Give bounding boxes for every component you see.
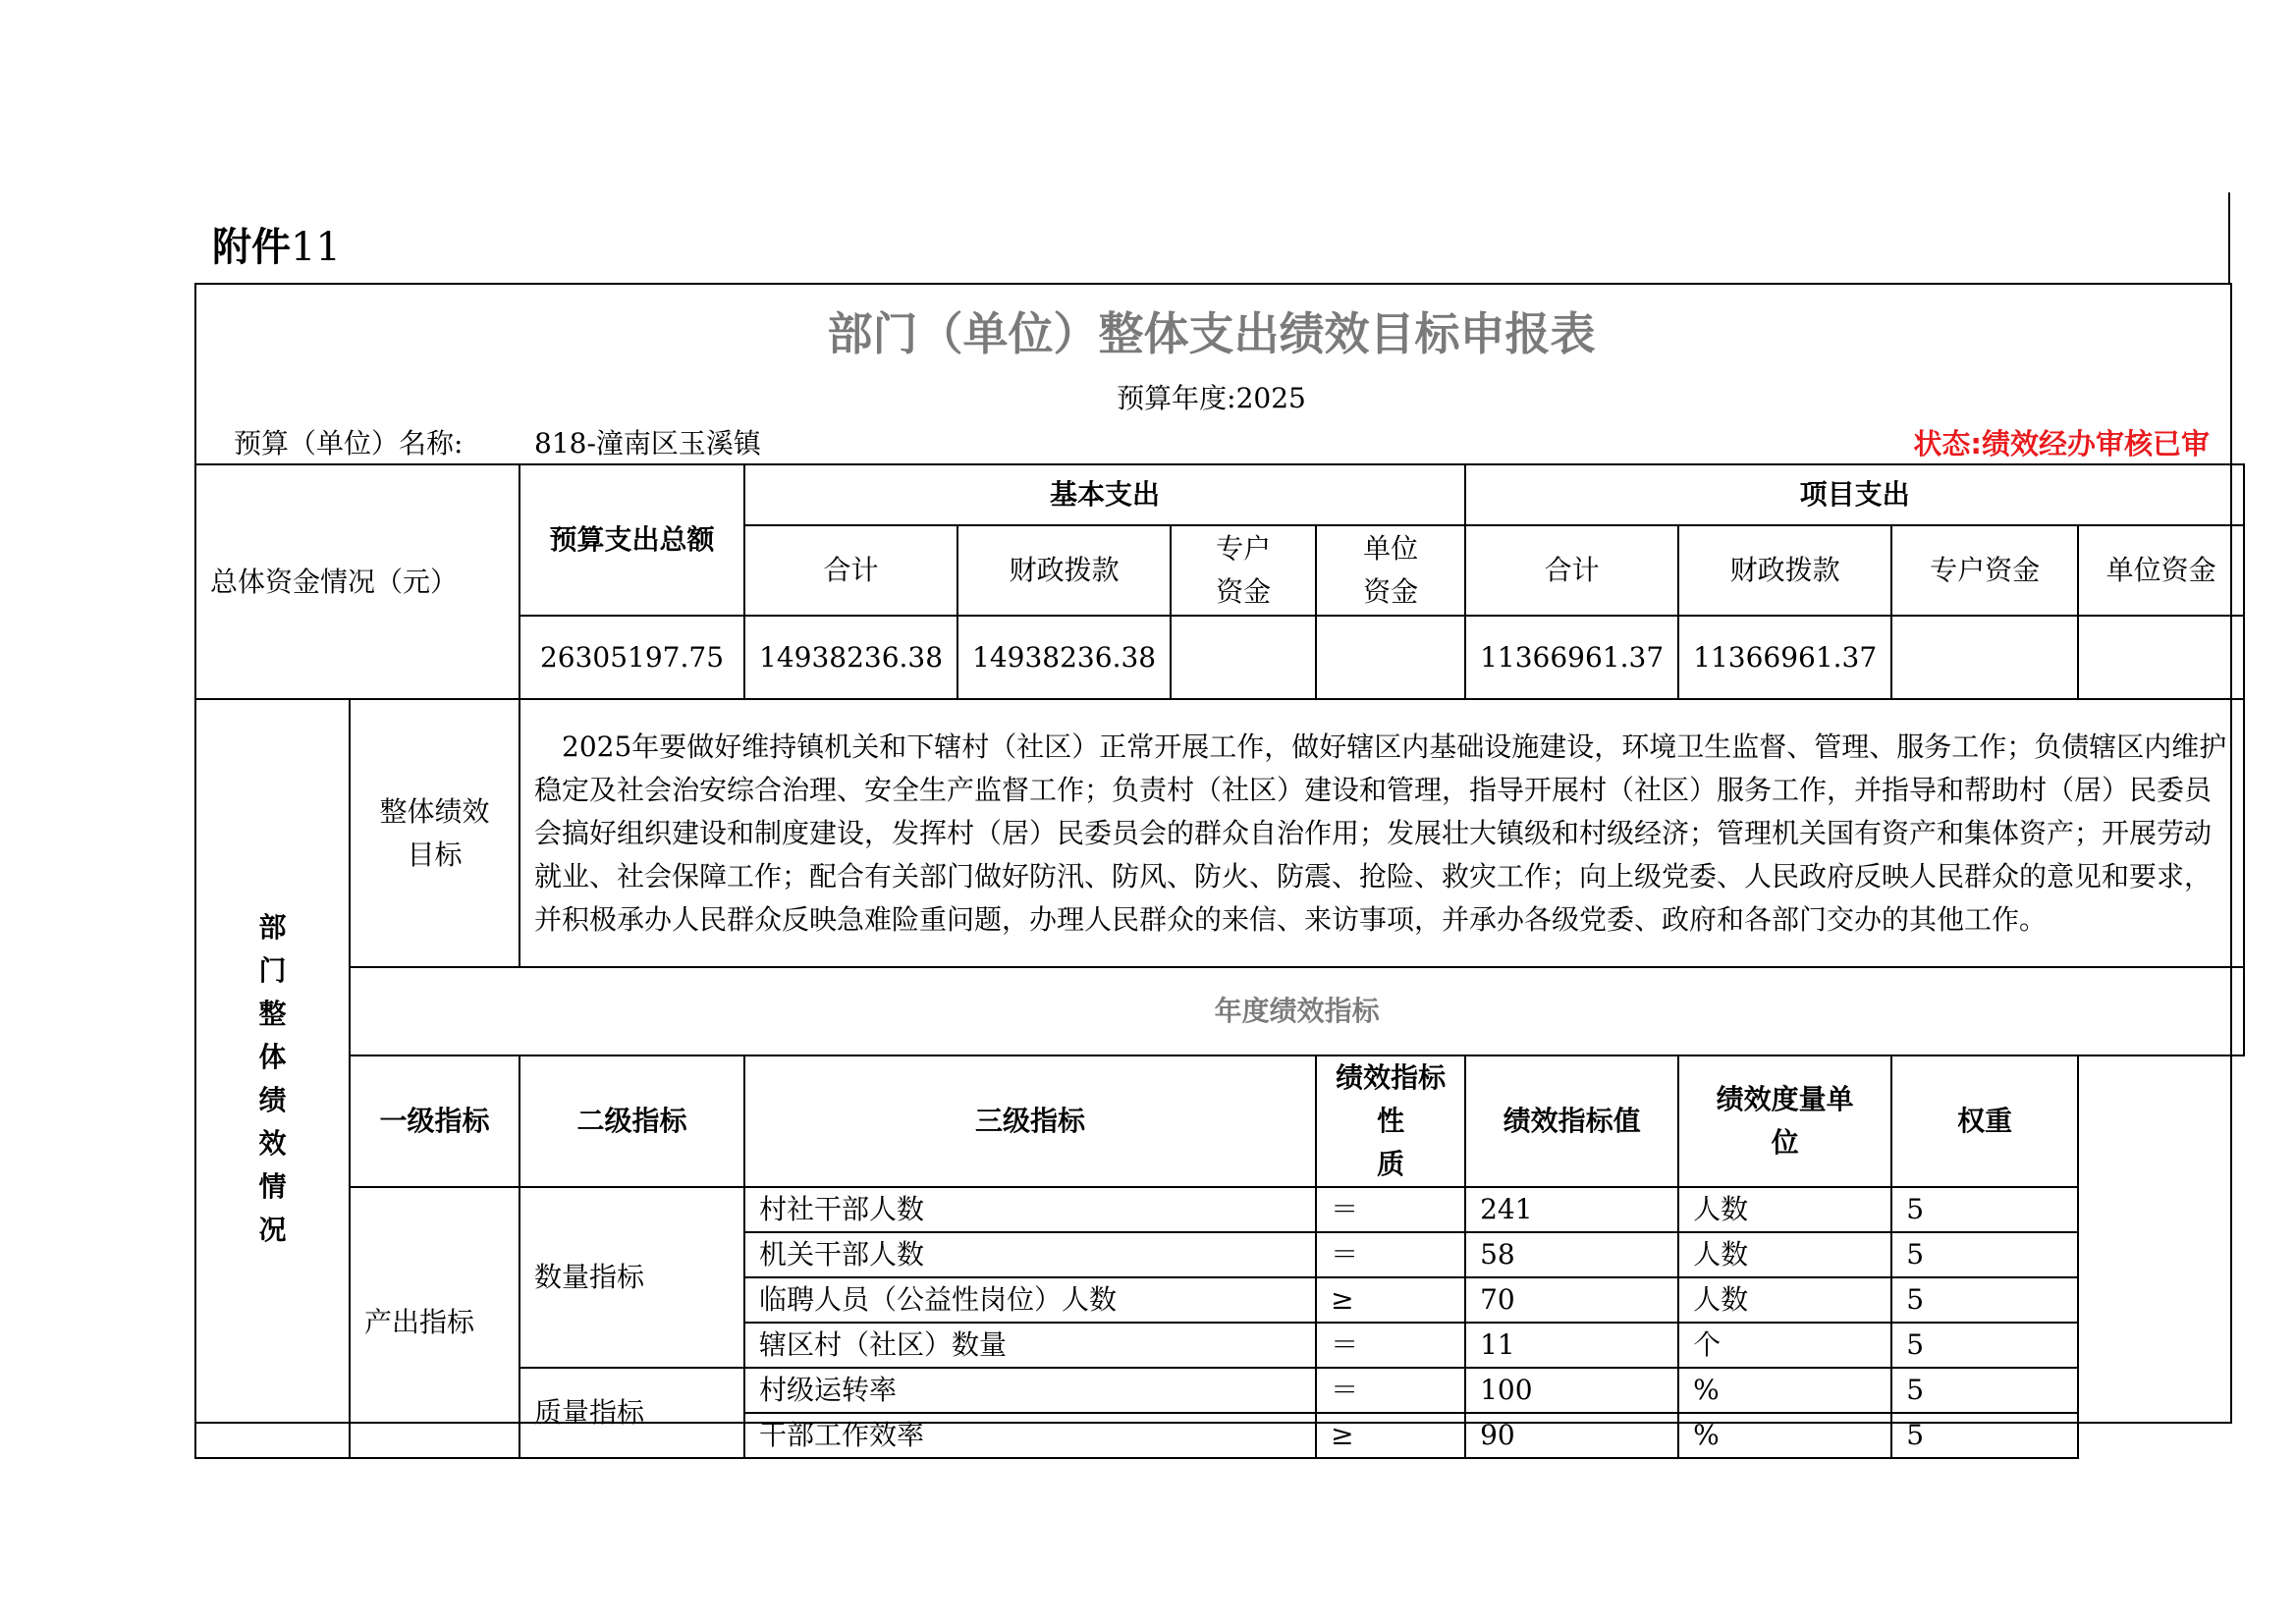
- project-special-header: 专户资金: [1891, 525, 2078, 616]
- total-budget-header: 预算支出总额: [519, 464, 744, 616]
- indicator-value: 58: [1465, 1232, 1678, 1277]
- basic-unit-header-line2: 资金: [1363, 575, 1419, 608]
- level3-header: 三级指标: [744, 1055, 1316, 1187]
- indicator-nature: ≥: [1316, 1277, 1465, 1323]
- indicator-value: 100: [1465, 1368, 1678, 1413]
- level1-output: 产出指标: [350, 1187, 519, 1458]
- project-unit-header: 单位资金: [2078, 525, 2244, 616]
- measure-unit-header: [1678, 1055, 1891, 1187]
- basic-unit-value: [1316, 616, 1465, 699]
- indicator-name: 机关干部人数: [744, 1232, 1316, 1277]
- level2-quality: 质量指标: [519, 1368, 744, 1458]
- unit-name-label: 预算（单位）名称:: [234, 427, 464, 460]
- basic-total-header: 合计: [744, 525, 957, 616]
- vertical-char: 整: [258, 997, 287, 1030]
- indicator-weight: 5: [1891, 1232, 2078, 1277]
- indicator-unit: %: [1678, 1413, 1891, 1458]
- indicator-value: 70: [1465, 1277, 1678, 1323]
- indicator-weight: 5: [1891, 1277, 2078, 1323]
- basic-fiscal-header: 财政拨款: [957, 525, 1171, 616]
- indicator-nature: ＝: [1316, 1323, 1465, 1368]
- vertical-char: 情: [258, 1169, 287, 1203]
- attachment-number: 11: [291, 225, 341, 270]
- basic-expense-header: 基本支出: [744, 464, 1465, 525]
- indicator-name: 辖区村（社区）数量: [744, 1323, 1316, 1368]
- indicator-nature: ≥: [1316, 1413, 1465, 1458]
- project-special-value: [1891, 616, 2078, 699]
- funds-section-label: 总体资金情况（元）: [195, 464, 519, 699]
- indicator-unit: 个: [1678, 1323, 1891, 1368]
- project-fiscal-value: 11366961.37: [1678, 616, 1891, 699]
- overall-goal-label-line2: 目标: [407, 838, 463, 871]
- attachment-word: 附件: [212, 225, 291, 270]
- indicator-unit: 人数: [1678, 1187, 1891, 1232]
- level2-quantity: 数量指标: [519, 1187, 744, 1368]
- vertical-char: 门: [258, 953, 287, 987]
- vertical-char: 绩: [258, 1083, 287, 1116]
- total-budget-value: 26305197.75: [519, 616, 744, 699]
- basic-total-value: 14938236.38: [744, 616, 957, 699]
- indicator-nature: ＝: [1316, 1232, 1465, 1277]
- level2-header: 二级指标: [519, 1055, 744, 1187]
- project-total-value: 11366961.37: [1465, 616, 1678, 699]
- indicator-name: 村社干部人数: [744, 1187, 1316, 1232]
- indicator-weight: 5: [1891, 1323, 2078, 1368]
- project-expense-header: 项目支出: [1465, 464, 2244, 525]
- vertical-char: 部: [258, 910, 287, 944]
- indicator-name: 村级运转率: [744, 1368, 1316, 1413]
- overall-goal-label-line1: 整体绩效: [379, 794, 490, 828]
- performance-table: [194, 463, 2245, 1459]
- overall-goal-label: [350, 699, 519, 967]
- indicator-nature: ＝: [1316, 1187, 1465, 1232]
- basic-fiscal-value: 14938236.38: [957, 616, 1171, 699]
- nature-header: [1316, 1055, 1465, 1187]
- status-badge: 状态:绩效经办审核已审: [1913, 427, 2210, 460]
- unit-name-value: 818-潼南区玉溪镇: [534, 427, 761, 460]
- indicator-unit: %: [1678, 1368, 1891, 1413]
- measure-unit-header-line1: 绩效度量单: [1716, 1083, 1854, 1115]
- section-vertical-label: [195, 699, 350, 1458]
- basic-unit-header: [1316, 525, 1465, 616]
- basic-special-header: [1171, 525, 1316, 616]
- overall-goal-text: 2025年要做好维持镇机关和下辖村（社区）正常开展工作，做好辖区内基础设施建设，环境卫生监督、管理、服务工作；负债辖区内维护稳定及社会治安综合治理、安全生产监督工作；负责村（社区）建设和管理，指导开展村（社区）服务工作，并指导和帮助村（居）民委员会搞好组织建设和制度建设，发挥村（居）民委员会的群众自治作用；发展壮大镇级和村级经济；管理机关国有资产和集体资产；开展劳动就业、社会保障工作；配合有关部门做好防汛、防风、防火、防震、抢险、救灾工作；向上级党委、人民政府反映人民群众的意见和要求，并积极承办人民群众反映急难险重问题，办理人民群众的来信、来访事项，并承办各级党委、政府和各部门交办的其他工作。: [519, 699, 2244, 967]
- indicator-weight: 5: [1891, 1368, 2078, 1413]
- value-header: 绩效指标值: [1465, 1055, 1678, 1187]
- basic-special-header-line2: 资金: [1216, 575, 1272, 608]
- indicator-unit: 人数: [1678, 1232, 1891, 1277]
- indicator-value: 90: [1465, 1413, 1678, 1458]
- basic-special-value: [1171, 616, 1316, 699]
- nature-header-line1: 绩效指标性: [1336, 1061, 1447, 1137]
- project-unit-value: [2078, 616, 2244, 699]
- basic-special-header-line1: 专户: [1216, 532, 1272, 565]
- indicator-name: 干部工作效率: [744, 1413, 1316, 1458]
- indicator-value: 11: [1465, 1323, 1678, 1368]
- indicator-value: 241: [1465, 1187, 1678, 1232]
- indicator-weight: 5: [1891, 1187, 2078, 1232]
- basic-unit-header-line1: 单位: [1363, 532, 1419, 565]
- project-fiscal-header: 财政拨款: [1678, 525, 1891, 616]
- indicator-nature: ＝: [1316, 1368, 1465, 1413]
- nature-header-line2: 质: [1377, 1148, 1405, 1180]
- vertical-char: 体: [258, 1040, 287, 1073]
- measure-unit-header-line2: 位: [1771, 1126, 1799, 1159]
- page-title: 部门（单位）整体支出绩效目标申报表: [827, 307, 1596, 360]
- indicator-name: 临聘人员（公益性岗位）人数: [744, 1277, 1316, 1323]
- weight-header: 权重: [1891, 1055, 2078, 1187]
- budget-year: 预算年度:2025: [1117, 382, 1306, 414]
- project-total-header: 合计: [1465, 525, 1678, 616]
- right-edge-line: [2228, 192, 2230, 283]
- annual-indicators-title: 年度绩效指标: [350, 967, 2244, 1055]
- indicator-unit: 人数: [1678, 1277, 1891, 1323]
- indicator-weight: 5: [1891, 1413, 2078, 1458]
- vertical-char: 效: [258, 1126, 287, 1160]
- vertical-char: 况: [258, 1213, 287, 1246]
- level1-header: 一级指标: [350, 1055, 519, 1187]
- attachment-label: [212, 216, 341, 272]
